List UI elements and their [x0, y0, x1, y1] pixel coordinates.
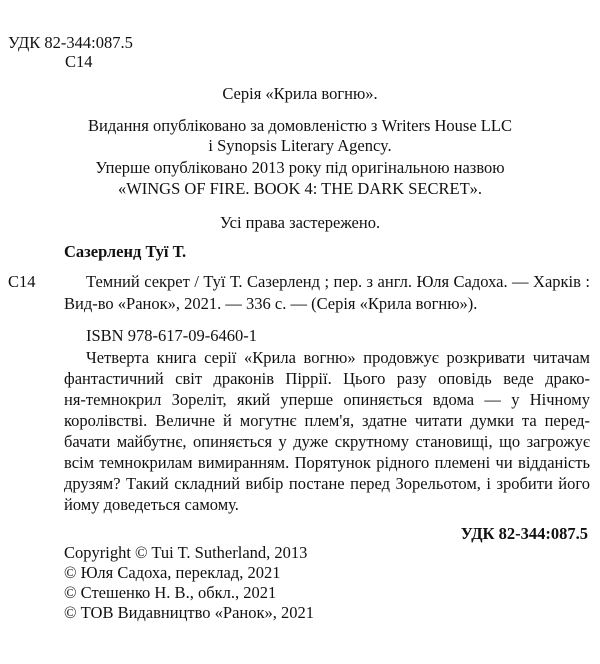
- udk-top: УДК 82-344:087.5: [8, 33, 133, 52]
- publication-note-2: і Synopsis Literary Agency.: [208, 136, 392, 155]
- cutter-top: С14: [65, 52, 93, 71]
- original-title: «WINGS OF FIRE. BOOK 4: THE DARK SECRET».: [117, 179, 483, 198]
- annotation-line: фантастичний світ драконів Піррії. Цього разу оповідь веде драко-: [64, 369, 590, 388]
- annotation-line: всім темнокрилам вимиранням. Порятунок рідного племені чи відданість: [64, 453, 590, 472]
- copyright-line: Copyright © Tui T. Sutherland, 2013: [64, 543, 308, 562]
- copyright-line: © Стешенко Н. В., обкл., 2021: [64, 583, 277, 602]
- publication-note-1: Видання опубліковано за домовленістю з Writers House LLC: [88, 116, 512, 135]
- udk-bottom: УДК 82-344:087.5: [460, 524, 588, 543]
- description-line-1: Темний секрет / Туї Т. Сазерленд ; пер. з англ. Юля Садоха. — Харків :: [86, 272, 590, 291]
- copyright-line: © Юля Садоха, переклад, 2021: [64, 563, 281, 582]
- author-heading: Сазерленд Туї Т.: [64, 242, 187, 261]
- annotation-line: королівстві. Величне й могутнє плем'я, здатне читати думки та перед-: [64, 411, 590, 430]
- description-line-2: Вид-во «Ранок», 2021. — 336 с. — (Серія «Крила вогню»).: [64, 294, 478, 313]
- series-line: Серія «Крила вогню».: [222, 84, 378, 103]
- copyright-line: © ТОВ Видавництво «Ранок», 2021: [64, 603, 315, 622]
- annotation-line: Четверта книга серії «Крила вогню» продовжує розкривати читачам: [86, 348, 590, 367]
- first-published-line: Уперше опубліковано 2013 року під оригінальною назвою: [95, 158, 505, 177]
- annotation-line: йому доведеться самому.: [64, 495, 239, 514]
- cutter-catalog: С14: [8, 272, 36, 291]
- annotation-line: друзям? Такий складний вибір постане перед Зорельотом, і зробити його: [64, 474, 590, 493]
- annotation-line: ня-темнокрил Зореліт, який уперше опиняється вдома — у Нічному: [64, 390, 590, 409]
- annotation-line: бачати майбутнє, опиняється у дуже скрутному становищі, що загрожує: [64, 432, 590, 451]
- isbn: ISBN 978-617-09-6460-1: [86, 326, 257, 345]
- rights-line: Усі права застережено.: [219, 213, 381, 232]
